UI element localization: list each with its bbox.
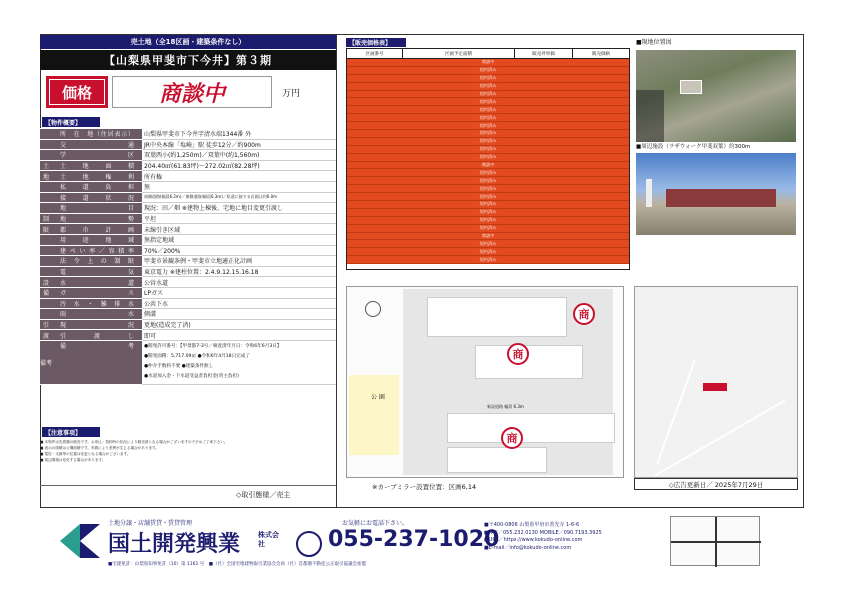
spec-row: [40, 192, 336, 203]
price-row: 契約済み: [347, 114, 629, 122]
notes-list: [40, 439, 336, 463]
spec-category: [40, 203, 52, 214]
spec-value: 現況：田／畑 ※建物上棟後、宅地に地目変更引渡し: [142, 203, 336, 214]
spec-key: 用 途 地 域: [52, 234, 142, 245]
price-row: 契約済み: [347, 169, 629, 177]
price-table-header: [347, 49, 629, 59]
access-map-road-2: [715, 517, 717, 567]
spec-category: 土: [40, 160, 52, 171]
spec-row: [40, 150, 336, 161]
aerial-photo: [636, 50, 796, 142]
divider: [40, 485, 336, 486]
note-line: ■ 表示の面積は公簿面積です。実測により差異が生じる場合があります。: [40, 446, 159, 450]
spec-row: [40, 171, 336, 182]
note-line: ■ 電柱・支線等の位置は変更となる場合がございます。: [40, 452, 131, 456]
remark-line: ●水道加入金・下水道受益者負担金(買主負担): [144, 374, 239, 380]
notes-title: 【注意事項】: [42, 427, 100, 437]
overview-title: 【物件概要】: [42, 117, 100, 127]
price-row: 契約済み: [347, 193, 629, 201]
spec-value: JR中央本線「塩崎」駅 徒歩12分／約900m: [142, 139, 336, 150]
spec-key: 建ぺい率／容積率: [52, 245, 142, 256]
spec-row: [40, 139, 336, 150]
spec-key: ガ ス: [52, 287, 142, 298]
price-row: 契約済み: [347, 209, 629, 217]
spec-value: 更地(造成完了済): [142, 319, 336, 330]
price-row: 契約済み: [347, 122, 629, 130]
spec-row: [40, 266, 336, 277]
price-row: 契約済み: [347, 75, 629, 83]
mirror-note: ※カーブミラー設置位置：区画6,14: [372, 483, 477, 491]
spec-row: [40, 256, 336, 267]
spec-key: 地 勢: [52, 213, 142, 224]
spec-key: 所 在 地（住居表示）: [52, 129, 142, 140]
spec-key: 地 目: [52, 203, 142, 214]
aerial-shadow: [636, 90, 664, 142]
spec-category: 制: [40, 213, 52, 224]
nearby-title: ■周辺施設（ラザウォーク甲斐双葉）約300m: [636, 144, 751, 150]
address: ■〒400-0806 山梨県甲府市善光寺 1-6-6: [484, 522, 580, 528]
site-plan: [346, 286, 624, 478]
spec-category: [40, 139, 52, 150]
location-map: [634, 286, 798, 478]
sho-mark-3: 商: [501, 427, 523, 449]
mall-sign: [646, 179, 652, 207]
price-row: 契約済み: [347, 177, 629, 185]
remark-line: ●開発面積：5,717.09㎡ ●令和6年4月18日完成了: [144, 354, 250, 360]
company-suffix: 株式会社: [258, 531, 279, 548]
spec-category: 地: [40, 171, 52, 182]
spec-row: [40, 181, 336, 192]
note-line: ■ 周辺環境は変化する場合があります。: [40, 458, 106, 462]
spec-row: [40, 245, 336, 256]
price-table-title: 【販売価格表】: [346, 38, 406, 47]
park-label: 公 園: [371, 394, 385, 401]
company-name: 国土開発興業: [108, 531, 241, 557]
north-arrow-icon: [365, 301, 381, 317]
spec-row: [40, 309, 336, 320]
spec-row: [40, 298, 336, 309]
spec-value: 未線引き区域: [142, 224, 336, 235]
spec-category: [40, 234, 52, 245]
col-price: 販売価格: [592, 51, 610, 57]
remarks-key: 備 考: [52, 340, 142, 384]
col-unit-price: 販売坪単価: [515, 49, 573, 58]
spec-row: [40, 160, 336, 171]
price-row: 契約済み: [347, 256, 629, 264]
price-row: 契約済み: [347, 83, 629, 91]
spec-key: 現 況: [52, 319, 142, 330]
call-text: お気軽にお電話下さい。: [342, 520, 409, 527]
price-row: 商談中: [347, 233, 629, 241]
site-location-marker: [703, 383, 727, 391]
price-row: 契約済み: [347, 67, 629, 75]
spec-value: 無指定地域: [142, 234, 336, 245]
update-date: ◇広告更新日／ 2025年7月29日: [634, 478, 798, 490]
spec-value: 平坦: [142, 213, 336, 224]
spec-category: 引: [40, 319, 52, 330]
spec-value: 204.40㎡(61.83坪)～272.02㎡(82.28坪): [142, 160, 336, 171]
spec-value: 即可: [142, 330, 336, 341]
price-row: 契約済み: [347, 138, 629, 146]
price-label: 価格: [46, 76, 108, 108]
spec-value: 東京電力 ※建柱位置：2.4.9.12.15.16.18: [142, 266, 336, 277]
spec-category: [40, 298, 52, 309]
column-divider: [336, 34, 337, 508]
spec-value: 無: [142, 181, 336, 192]
header-title: 【山梨県甲斐市下今井】第３期: [40, 50, 336, 70]
aerial-site-marker: [680, 80, 702, 94]
col-area: 区画予定面積: [403, 49, 515, 58]
header-line1: 売土地（全18区画・建築条件なし）: [40, 35, 336, 49]
remarks-value: [142, 340, 336, 384]
spec-key: 接 道 状 況: [52, 192, 142, 203]
lot-row-3: [447, 413, 615, 443]
phone-icon: [296, 531, 322, 557]
spec-category: [40, 266, 52, 277]
remarks-category: 備考: [40, 340, 52, 384]
price-row: 契約済み: [347, 240, 629, 248]
price-row: 商談中: [347, 59, 629, 67]
spec-row: [40, 234, 336, 245]
spec-row: [40, 277, 336, 288]
map-road-2: [656, 360, 696, 464]
url-link[interactable]: ■URL／https://www.kokudo-online.com: [484, 537, 583, 543]
spec-key: 私 道 負 担: [52, 181, 142, 192]
spec-value: 南側道路(幅員6.2m)／東側道路(幅員6.3m)／私道に接する区画は約6.0m: [142, 192, 336, 203]
spec-row: [40, 213, 336, 224]
price-row: 契約済み: [347, 146, 629, 154]
broker-note: ◇取引態様／売主: [236, 491, 291, 499]
lot-row-2: [475, 345, 583, 379]
price-row: 契約済み: [347, 91, 629, 99]
remarks-row: [40, 340, 336, 384]
spec-row: [40, 319, 336, 330]
price-table: [346, 48, 630, 270]
lot-row-4: [447, 447, 547, 473]
spec-value: 公営水道: [142, 277, 336, 288]
company-tagline: 土地分譲・店舗賃貸・賃貸管理: [108, 520, 193, 527]
spec-row: [40, 224, 336, 235]
note-line: ■ 本物件は先着順の販売です。お申込・契約時の状況により販売済となる場合がございますので予めご了承下さい。: [40, 440, 228, 444]
spec-value: 山梨県甲斐市下今井字清水端1344番 外: [142, 129, 336, 140]
col-lot: 区画番号: [347, 49, 403, 58]
price-row: 商談中: [347, 162, 629, 170]
spec-key: 引 渡 し: [52, 330, 142, 341]
spec-category: 渡: [40, 330, 52, 341]
road-label: 新設道路 幅員 6.3m: [487, 404, 524, 409]
spec-key: 学 区: [52, 150, 142, 161]
spec-value: 所有権: [142, 171, 336, 182]
price-row: 契約済み: [347, 185, 629, 193]
park-area: [349, 375, 399, 455]
remark-line: ●仲介手数料不要 ●建築条件無し: [144, 364, 214, 370]
spec-key: 汚水・雑排水: [52, 298, 142, 309]
contact-block: [484, 522, 602, 552]
spec-key: 電 気: [52, 266, 142, 277]
price-row: 契約済み: [347, 201, 629, 209]
spec-category: [40, 256, 52, 267]
mall-building: [666, 189, 776, 207]
spec-key: 法令上の制限: [52, 256, 142, 267]
spec-value: 双葉西小(約1,250m)／双葉中(約1,560m): [142, 150, 336, 161]
price-row: 契約済み: [347, 217, 629, 225]
price-row: 契約済み: [347, 225, 629, 233]
spec-category: [40, 150, 52, 161]
spec-key: 水 道: [52, 277, 142, 288]
license-info: ■宅建免許：山梨県知事免許（10）第 1161 号 ■（社）全国宅地建物取引業協会会員（社）首都圏不動産公正取引協議会加盟: [108, 562, 367, 567]
spec-row: [40, 330, 336, 341]
spec-category: [40, 309, 52, 320]
aerial-title: ■現地位置図: [636, 39, 672, 46]
fax: ■FAX／055.232.0130 MOBILE／090.7193.3925: [484, 529, 602, 536]
price-row: 契約済み: [347, 98, 629, 106]
spec-category: 備: [40, 287, 52, 298]
sho-mark-2: 商: [507, 343, 529, 365]
phone-number: 055-237-1020: [328, 527, 500, 552]
price-table-body: [347, 59, 629, 264]
sho-mark-1: 商: [573, 303, 595, 325]
spec-category: [40, 129, 52, 140]
spec-category: [40, 192, 52, 203]
price-row: 契約済み: [347, 154, 629, 162]
spec-key: 土 地 面 積: [52, 160, 142, 171]
price-value: 商談中: [112, 76, 272, 108]
spec-category: [40, 181, 52, 192]
remark-line: ●開発許可番号：【甲景都7-3号／検査済年月日：令和6年6月3日】: [144, 344, 282, 350]
lot-row-1: [427, 297, 567, 337]
spec-value: LPガス: [142, 287, 336, 298]
company-logo: [60, 522, 100, 560]
price-row: 契約済み: [347, 106, 629, 114]
price-row: 契約済み: [347, 248, 629, 256]
spec-value: 公共下水: [142, 298, 336, 309]
price-unit: 万円: [282, 89, 301, 99]
spec-value: 側溝: [142, 309, 336, 320]
spec-key: 雨 水: [52, 309, 142, 320]
spec-key: 交 通: [52, 139, 142, 150]
spec-row: [40, 287, 336, 298]
spec-key: 土 地 権 利: [52, 171, 142, 182]
spec-value: 70%／200%: [142, 245, 336, 256]
spec-category: 設: [40, 277, 52, 288]
spec-row: [40, 203, 336, 214]
spec-value: 甲斐市景観条例・甲斐市立地適正化計画: [142, 256, 336, 267]
spec-category: 限: [40, 224, 52, 235]
price-row: 契約済み: [347, 130, 629, 138]
spec-category: [40, 245, 52, 256]
spec-row: [40, 129, 336, 140]
email-link[interactable]: ■E-mail／info@kokudo-online.com: [484, 544, 572, 551]
spec-table: [40, 128, 336, 385]
nearby-photo: [636, 153, 796, 235]
access-map: [670, 516, 760, 566]
spec-key: 都 市 計 画: [52, 224, 142, 235]
